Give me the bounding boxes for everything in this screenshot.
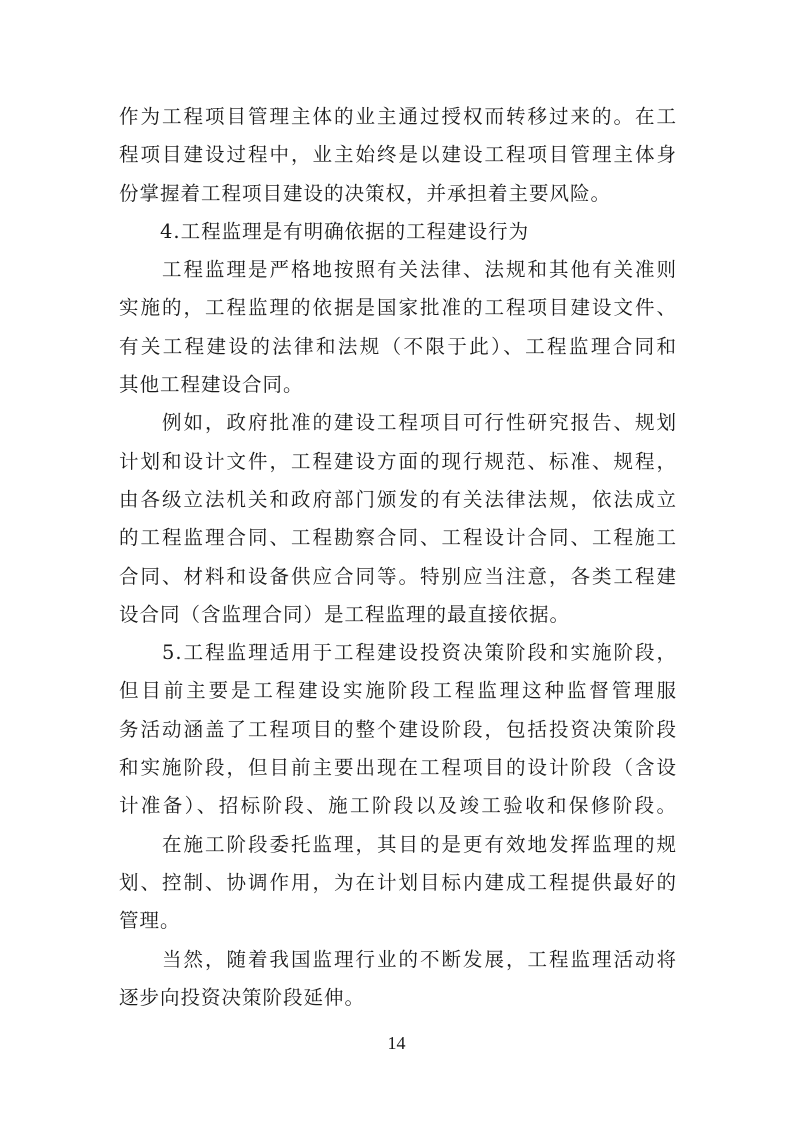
page-number: 14 [387, 1033, 406, 1053]
text-line: 合同、材料和设备供应合同等。特别应当注意，各类工程建 [119, 564, 677, 588]
text-line: 计划和设计文件，工程建设方面的现行规范、标准、规程， [119, 449, 677, 473]
text-line: 的工程监理合同、工程勘察合同、工程设计合同、工程施工 [119, 526, 677, 550]
text-line: 务活动涵盖了工程项目的整个建设阶段，包括投资决策阶段 [119, 717, 677, 741]
section-heading-5: 5.工程监理适用于工程建设投资决策阶段和实施阶段， [119, 641, 677, 665]
text-line: 作为工程项目管理主体的业主通过授权而转移过来的。在工 [119, 105, 677, 128]
text-line: 在施工阶段委托监理，其目的是更有效地发挥监理的规 [119, 832, 677, 856]
body-text [119, 98, 677, 1017]
text-line: 由各级立法机关和政府部门颁发的有关法律法规，依法成立 [119, 487, 677, 511]
text-line: 计准备）、招标阶段、施工阶段以及竣工验收和保修阶段。 [119, 794, 677, 818]
text-line: 程项目建设过程中，业主始终是以建设工程项目管理主体身 [119, 143, 677, 167]
text-line: 其他工程建设合同。 [119, 373, 304, 397]
text-line: 例如，政府批准的建设工程项目可行性研究报告、规划 [119, 411, 677, 435]
text-line: 份掌握着工程项目建设的决策权，并承担着主要风险。 [119, 181, 612, 205]
text-line: 实施的，工程监理的依据是国家批准的工程项目建设文件、 [119, 296, 677, 320]
text-line: 有关工程建设的法律和法规（不限于此）、工程监理合同和 [119, 334, 677, 358]
section-heading-4: 4.工程监理是有明确依据的工程建设行为 [119, 219, 530, 243]
text-line: 逐步向投资决策阶段延伸。 [119, 985, 366, 1009]
text-line: 当然，随着我国监理行业的不断发展，工程监理活动将 [119, 947, 677, 971]
text-line: 管理。 [119, 909, 181, 933]
text-line: 设合同（含监理合同）是工程监理的最直接依据。 [119, 602, 571, 626]
text-line: 但目前主要是工程建设实施阶段工程监理这种监督管理服 [119, 679, 677, 703]
text-line: 划、控制、协调作用，为在计划目标内建成工程提供最好的 [119, 870, 677, 894]
text-line: 和实施阶段，但目前主要出现在工程项目的设计阶段（含设 [119, 756, 677, 780]
text-line: 工程监理是严格地按照有关法律、法规和其他有关准则 [119, 258, 677, 282]
